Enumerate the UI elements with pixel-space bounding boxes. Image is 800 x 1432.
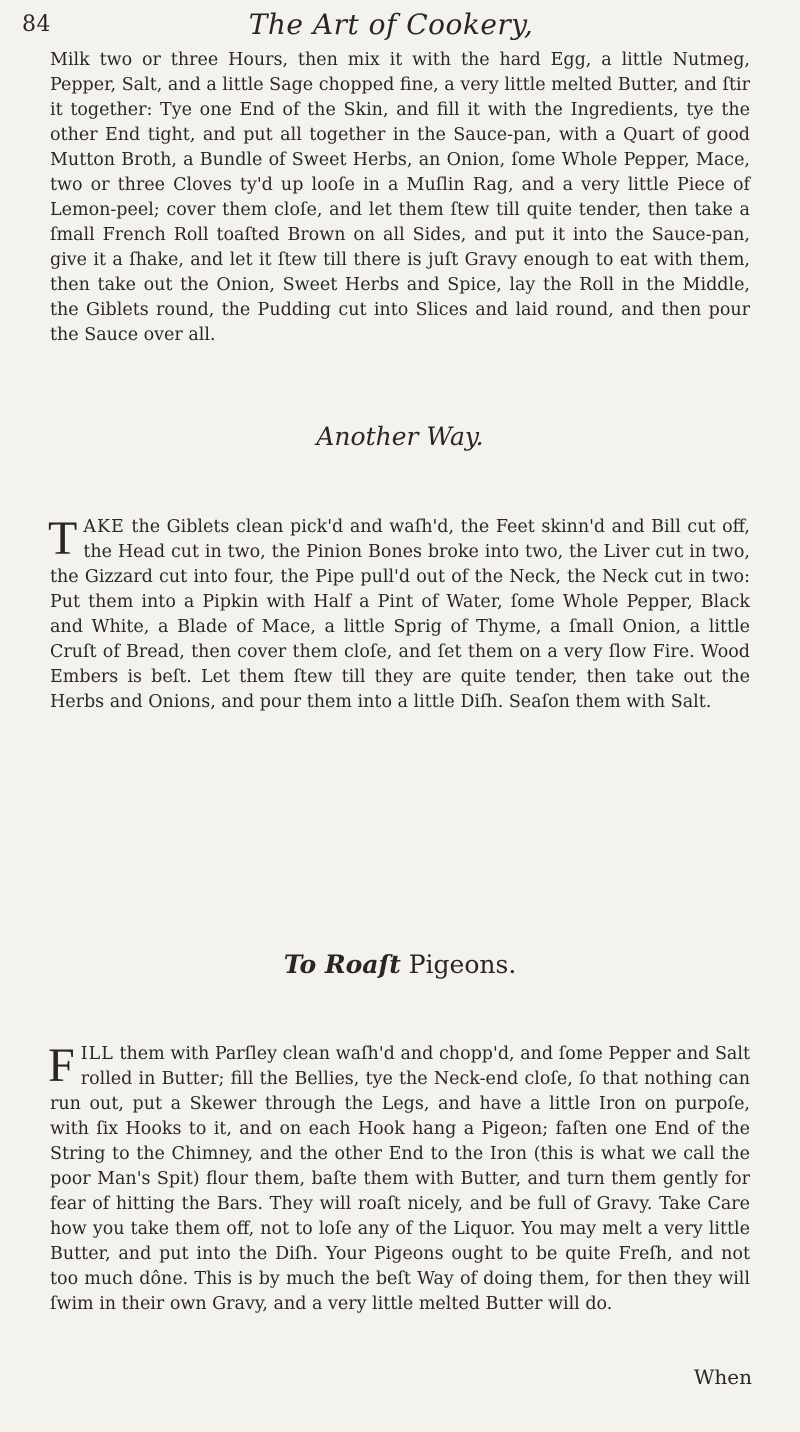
- lead-word: ILL: [80, 1044, 114, 1064]
- paragraph-body: the Giblets clean pick'd and waſh'd, the Feet skinn'd and Bill cut off, the Head cut in two, the Pinion Bones broke into two, the Liver cut in two, the Gizzard cut into four, the Pipe pull'd out of the Neck, the Neck cut in two: Put them into a Pipkin with Half a Pint of Water, ſome Whole Pepper, Black and White, a Blade of Mace, a little Sprig of Thyme, a ſmall Onion, a little Cruſt of Bread, then cover them cloſe, and ſet them on a very ſlow Fire. Wood Embers is beſt. Let them ſtew till they are quite tender, then take out the Herbs and Onions, and pour them into a little Diſh. Seaſon them with Salt.: [50, 517, 750, 712]
- catchword: When: [693, 1365, 752, 1389]
- heading-rest: Pigeons.: [400, 950, 517, 979]
- heading-italic: To Roaſt: [283, 950, 401, 979]
- drop-cap: T: [48, 512, 78, 565]
- another-way-paragraph: [48, 512, 750, 715]
- page-number: 84: [22, 12, 51, 37]
- lead-word: AKE: [83, 517, 125, 537]
- paragraph-body: them with Parſley clean waſh'd and chopp'd, and ſome Pepper and Salt rolled in Butter; fill the Bellies, tye the Neck-end cloſe, ſo that nothing can run out, put a Skewer through the Legs, and have a little Iron on purpoſe, with ſix Hooks to it, and on each Hook hang a Pigeon; faſten one End of the String to the Chimney, and the other End to the Iron (this is what we call the poor Man's Spit) flour them, baſte them with Butter, and turn them gently for fear of hitting the Bars. They will roaſt nicely, and be full of Gravy. Take Care how you take them off, not to loſe any of the Liquor. You may melt a very little Butter, and put into the Diſh. Your Pigeons ought to be quite Freſh, and not too much dône. This is by much the beſt Way of doing them, for then they will ſwim in their own Gravy, and a very little melted Butter will do.: [50, 1044, 750, 1314]
- another-way-heading: Another Way.: [316, 422, 484, 451]
- continued-recipe-paragraph: Milk two or three Hours, then mix it with the hard Egg, a little Nutmeg, Pepper, Salt, and a little Sage chopped fine, a very little melted Butter, and ſtir it together: Tye one End of the Skin, and fill it with the Ingredients, tye the other End tight, and put all together in the Sauce-pan, with a Quart of good Mutton Broth, a Bundle of Sweet Herbs, an Onion, ſome Whole Pepper, Mace, two or three Cloves ty'd up looſe in a Muſlin Rag, and a very little Piece of Lemon-peel; cover them cloſe, and let them ſtew till quite tender, then take a ſmall French Roll toaſted Brown on all Sides, and put it into the Sauce-pan, give it a ſhake, and let it ſtew till there is juſt Gravy enough to eat with them, then take out the Onion, Sweet Herbs and Spice, lay the Roll in the Middle, the Giblets round, the Pudding cut into Slices and laid round, and then pour the Sauce over all.: [50, 50, 750, 345]
- drop-cap: F: [48, 1039, 75, 1092]
- roast-pigeons-heading: [0, 950, 800, 979]
- running-title: The Art of Cookery,: [248, 8, 534, 41]
- page-header: [22, 2, 760, 46]
- roast-pigeons-paragraph: [48, 1039, 750, 1317]
